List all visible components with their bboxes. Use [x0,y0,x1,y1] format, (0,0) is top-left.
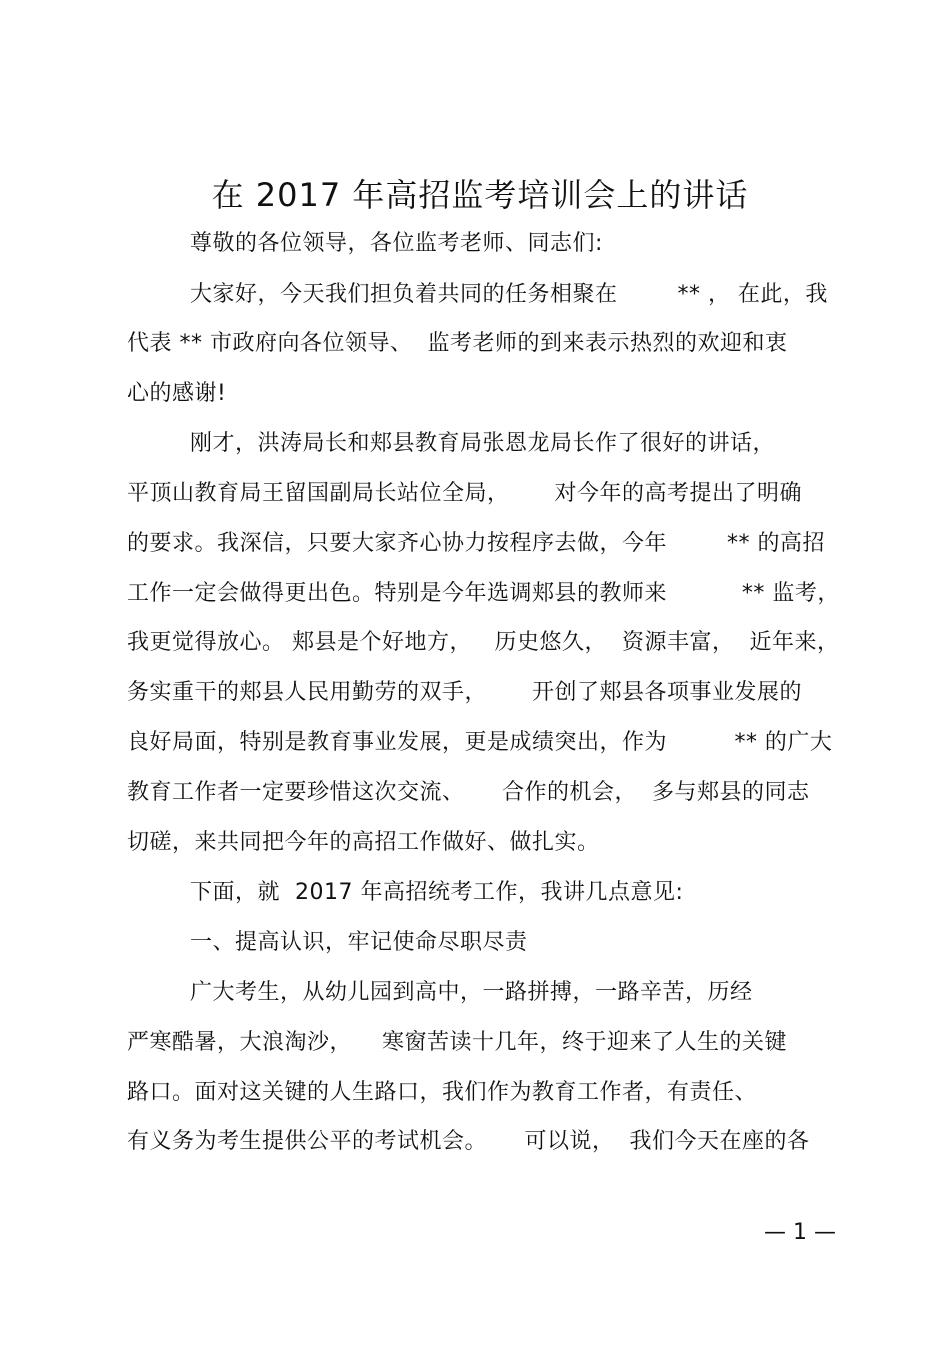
text-line: 心的感谢! [127,381,227,406]
text-line: 下面，就 2017 年高招统考工作，我讲几点意见: [190,880,684,905]
text-line: 严寒酷暑，大浪淘沙， 寒窗苦读十几年，终于迎来了人生的关键 [127,1030,787,1055]
text-line: 务实重干的郏县人民用勤劳的双手， 开创了郏县各项事业发展的 [127,680,802,705]
text-line: 切磋，来共同把今年的高招工作做好、做扎实。 [127,830,600,855]
text-line: 我更觉得放心。 郏县是个好地方， 历史悠久， 资源丰富， 近年来， [127,630,840,655]
text-line: 刚才，洪涛局长和郏县教育局张恩龙局长作了很好的讲话， [190,431,776,456]
text-line: 代表 ** 市政府向各位领导、 监考老师的到来表示热烈的欢迎和衷 [127,331,788,356]
text-line: 工作一定会做得更出色。特别是今年选调郏县的教师来 ** 监考， [127,581,840,606]
section-heading: 一、提高认识，牢记使命尽职尽责 [190,930,528,955]
text-line: 的要求。我深信，只要大家齐心协力按程序去做，今年 ** 的高招 [127,531,825,556]
document-title: 在 2017 年高招监考培训会上的讲话 [211,176,749,214]
text-line: 平顶山教育局王留国副局长站位全局， 对今年的高考提出了明确 [127,481,802,506]
text-line: 广大考生，从幼儿园到高中，一路拼搏，一路辛苦，历经 [190,980,753,1005]
text-line: 良好局面，特别是教育事业发展，更是成绩突出，作为 ** 的广大 [127,730,833,755]
page-number: — 1 — [764,1220,836,1245]
text-line: 大家好，今天我们担负着共同的任务相聚在 ** ， 在此，我 [190,282,828,307]
text-line: 教育工作者一定要珍惜这次交流、 合作的机会， 多与郏县的同志 [127,780,810,805]
text-line: 有义务为考生提供公平的考试机会。 可以说， 我们今天在座的各 [127,1129,810,1154]
text-line: 路口。面对这关键的人生路口，我们作为教育工作者，有责任、 [127,1080,758,1105]
text-line: 尊敬的各位领导，各位监考老师、同志们: [190,231,603,256]
